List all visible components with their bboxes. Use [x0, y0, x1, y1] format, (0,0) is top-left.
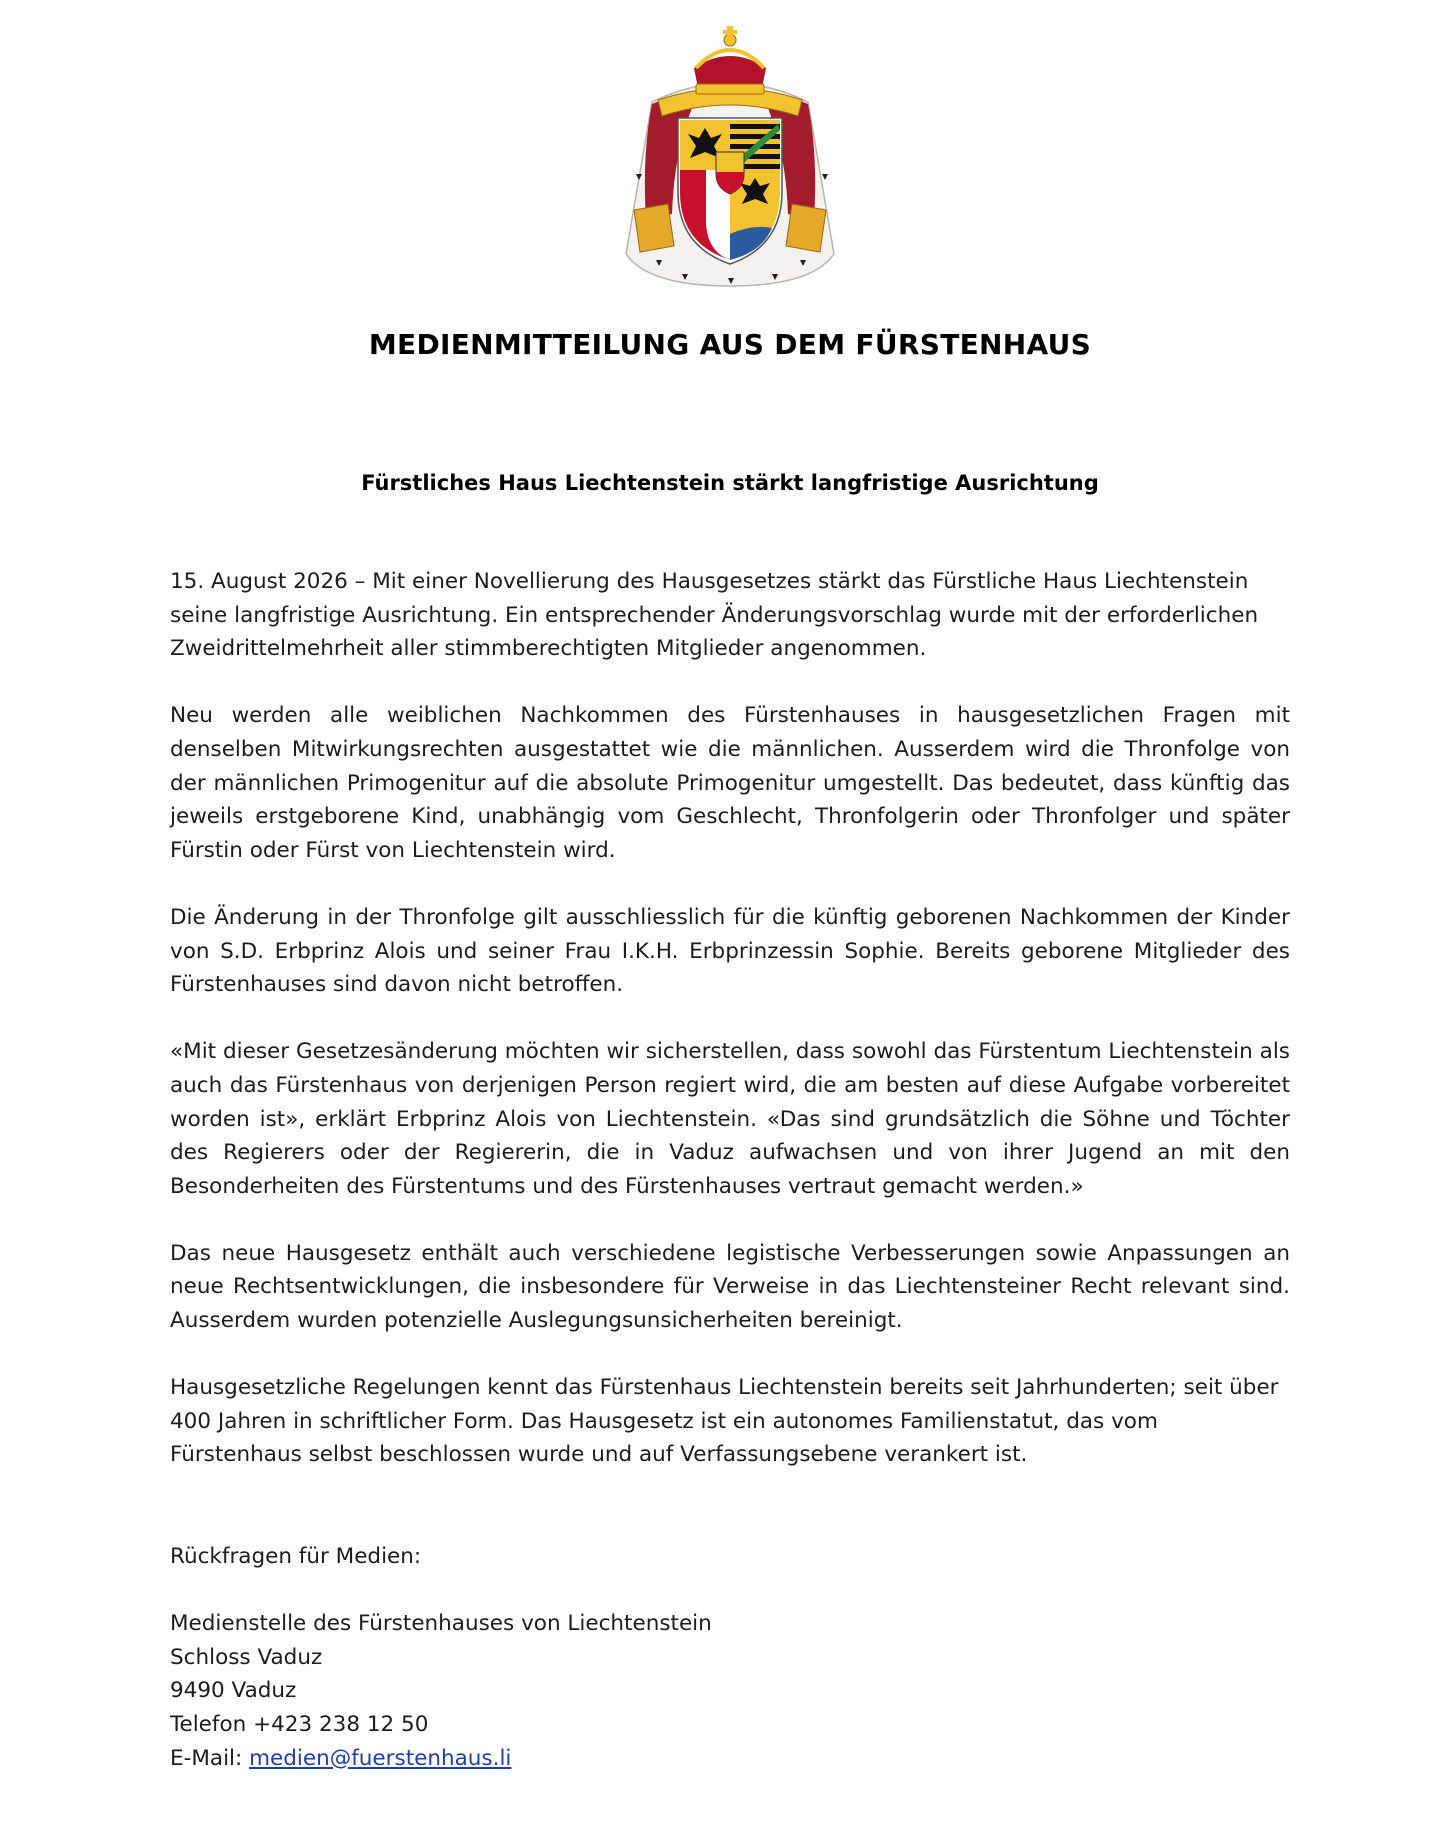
- contact-phone: Telefon +423 238 12 50: [170, 1711, 429, 1737]
- press-release-body: [170, 565, 1290, 1506]
- paragraph-5: Das neue Hausgesetz enthält auch verschiedene legistische Verbesserungen sowie Anpassungen an neue Rechtsentwicklungen, die insbesondere für Verweise in das Liechtensteiner Recht relevant sind. Ausserdem wurden potenzielle Auslegungsunsicherheiten bereinigt.: [170, 1240, 1290, 1334]
- page-title: MEDIENMITTEILUNG AUS DEM FÜRSTENHAUS: [368, 328, 1092, 361]
- contact-email-line: [170, 1742, 1270, 1776]
- paragraph-2: Neu werden alle weiblichen Nachkommen des Fürstenhauses in hausgesetzlichen Fragen mit denselben Mitwirkungsrechten ausgestattet wie die männlichen. Ausserdem wird die Thronfolge von der männlichen Primogenitur auf die absolute Primogenitur umgestellt. Das bedeutet, dass künftig das jeweils erstgeborene Kind, unabhängig vom Geschlecht, Thronfolgerin oder Thronfolger und später Fürstin oder Fürst von Liechtenstein wird.: [170, 703, 1290, 863]
- paragraph-1: 15. August 2026 – Mit einer Novellierung des Hausgesetzes stärkt das Fürstliche Haus Liechtenstein seine langfristige Ausrichtung. Ein entsprechender Änderungsvorschlag wurde mit der erforderlichen Zweidrittelmehrheit aller stimmberechtigten Mitglieder angenommen.: [170, 569, 1259, 662]
- contact-email-label: E-Mail:: [170, 1745, 250, 1771]
- page-subtitle: Fürstliches Haus Liechtenstein stärkt langfristige Ausrichtung: [361, 471, 1099, 495]
- paragraph-4: «Mit dieser Gesetzesänderung möchten wir sicherstellen, dass sowohl das Fürstentum Liechtenstein als auch das Fürstenhaus von derjenigen Person regiert wird, die am besten auf diese Aufgabe vorbereitet worden ist», erklärt Erbprinz Alois von Liechtenstein. «Das sind grundsätzlich die Söhne und Töchter des Regierers oder der Regiererin, die in Vaduz aufwachsen und von ihrer Jugend an mit den Besonderheiten des Fürstentums und des Fürstenhauses vertraut gemacht werden.»: [170, 1039, 1290, 1199]
- liechtenstein-coat-of-arms-icon: [612, 24, 848, 292]
- paragraph-6: Hausgesetzliche Regelungen kennt das Fürstenhaus Liechtenstein bereits seit Jahrhunderten; seit über 400 Jahren in schriftlicher Form. Das Hausgesetz ist ein autonomes Familienstatut, das vom Fürstenhaus selbst beschlossen wurde und auf Verfassungsebene verankert ist.: [170, 1375, 1279, 1468]
- paragraph-3: Die Änderung in der Thronfolge gilt ausschliesslich für die künftig geborenen Nachkommen der Kinder von S.D. Erbprinz Alois und seiner Frau I.K.H. Erbprinzessin Sophie. Bereits geborene Mitglieder des Fürstenhauses sind davon nicht betroffen.: [170, 904, 1290, 998]
- contact-organisation: Medienstelle des Fürstenhauses von Liechtenstein: [170, 1611, 712, 1637]
- contact-heading: Rückfragen für Medien:: [170, 1544, 422, 1569]
- contact-street: Schloss Vaduz: [170, 1644, 323, 1670]
- contact-email-link[interactable]: medien@fuerstenhaus.li: [249, 1745, 512, 1771]
- contact-city: 9490 Vaduz: [170, 1678, 297, 1704]
- contact-spacer: [170, 1574, 1270, 1608]
- media-contact: [170, 1540, 1270, 1775]
